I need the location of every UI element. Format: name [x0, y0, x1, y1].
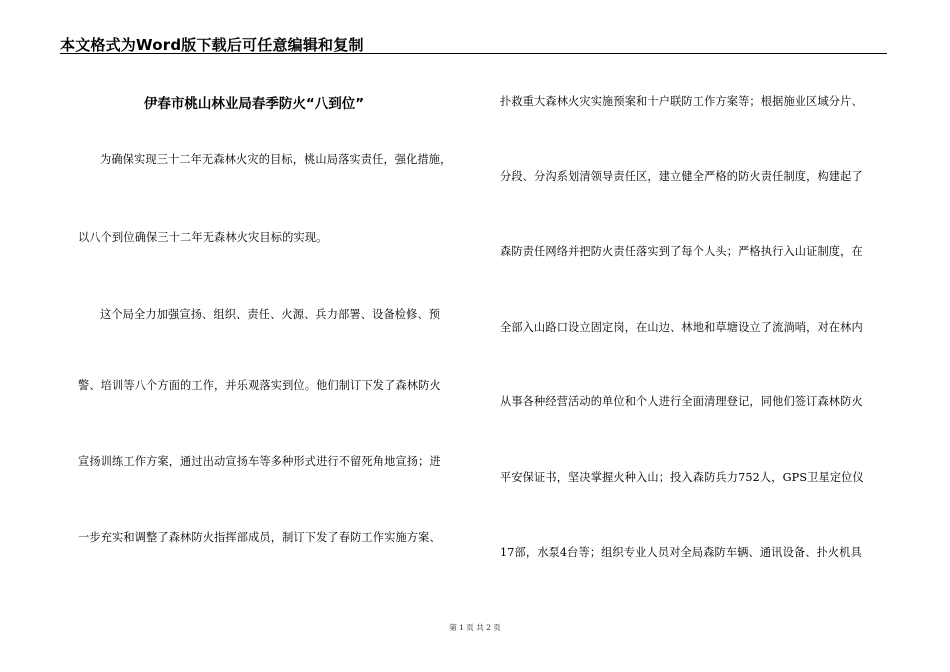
- paragraph-line: 一步充实和调整了森林防火指挥部成员，制订下发了春防工作实施方案、: [78, 531, 441, 544]
- paragraph-line: 这个局全力加强宣扬、组织、责任、火源、兵力部署、设备检修、预: [100, 308, 441, 321]
- banner-divider: [60, 53, 887, 54]
- paragraph-line: 17部，水泵4台等；组织专业人员对全局森防车辆、通讯设备、扑火机具: [500, 546, 862, 559]
- paragraph-line: 为确保实现三十二年无森林火灾的目标，桃山局落实责任，强化措施，: [100, 153, 452, 166]
- paragraph-line: 扑救重大森林火灾实施预案和十户联防工作方案等；根据施业区域分片、: [500, 95, 863, 108]
- download-banner: 本文格式为Word版下载后可任意编辑和复制: [60, 36, 364, 54]
- paragraph-line: 宣扬训练工作方案，通过出动宣扬车等多种形式进行不留死角地宣扬；进: [78, 455, 441, 468]
- paragraph-line: 全部入山路口设立固定岗，在山边、林地和草塘设立了流淌哨，对在林内: [500, 321, 863, 334]
- page-number: 第 1 页 共 2 页: [449, 623, 501, 632]
- paragraph-line: 警、培训等八个方面的工作，并乐观落实到位。他们制订下发了森林防火: [78, 379, 441, 392]
- paragraph-line: 森防责任网络并把防火责任落实到了每个人头；严格执行入山证制度，在: [500, 245, 863, 258]
- paragraph-line: 平安保证书，坚决掌握火种入山；投入森防兵力752人，GPS卫星定位仪: [500, 471, 864, 484]
- paragraph-line: 分段、分沟系划清领导责任区，建立健全严格的防火责任制度，构建起了: [500, 170, 863, 183]
- paragraph-line: 以八个到位确保三十二年无森林火灾目标的实现。: [78, 231, 328, 244]
- paragraph-line: 从事各种经营活动的单位和个人进行全面清理登记，同他们签订森林防火: [500, 395, 863, 408]
- document-title: 伊春市桃山林业局春季防火“八到位”: [143, 96, 365, 112]
